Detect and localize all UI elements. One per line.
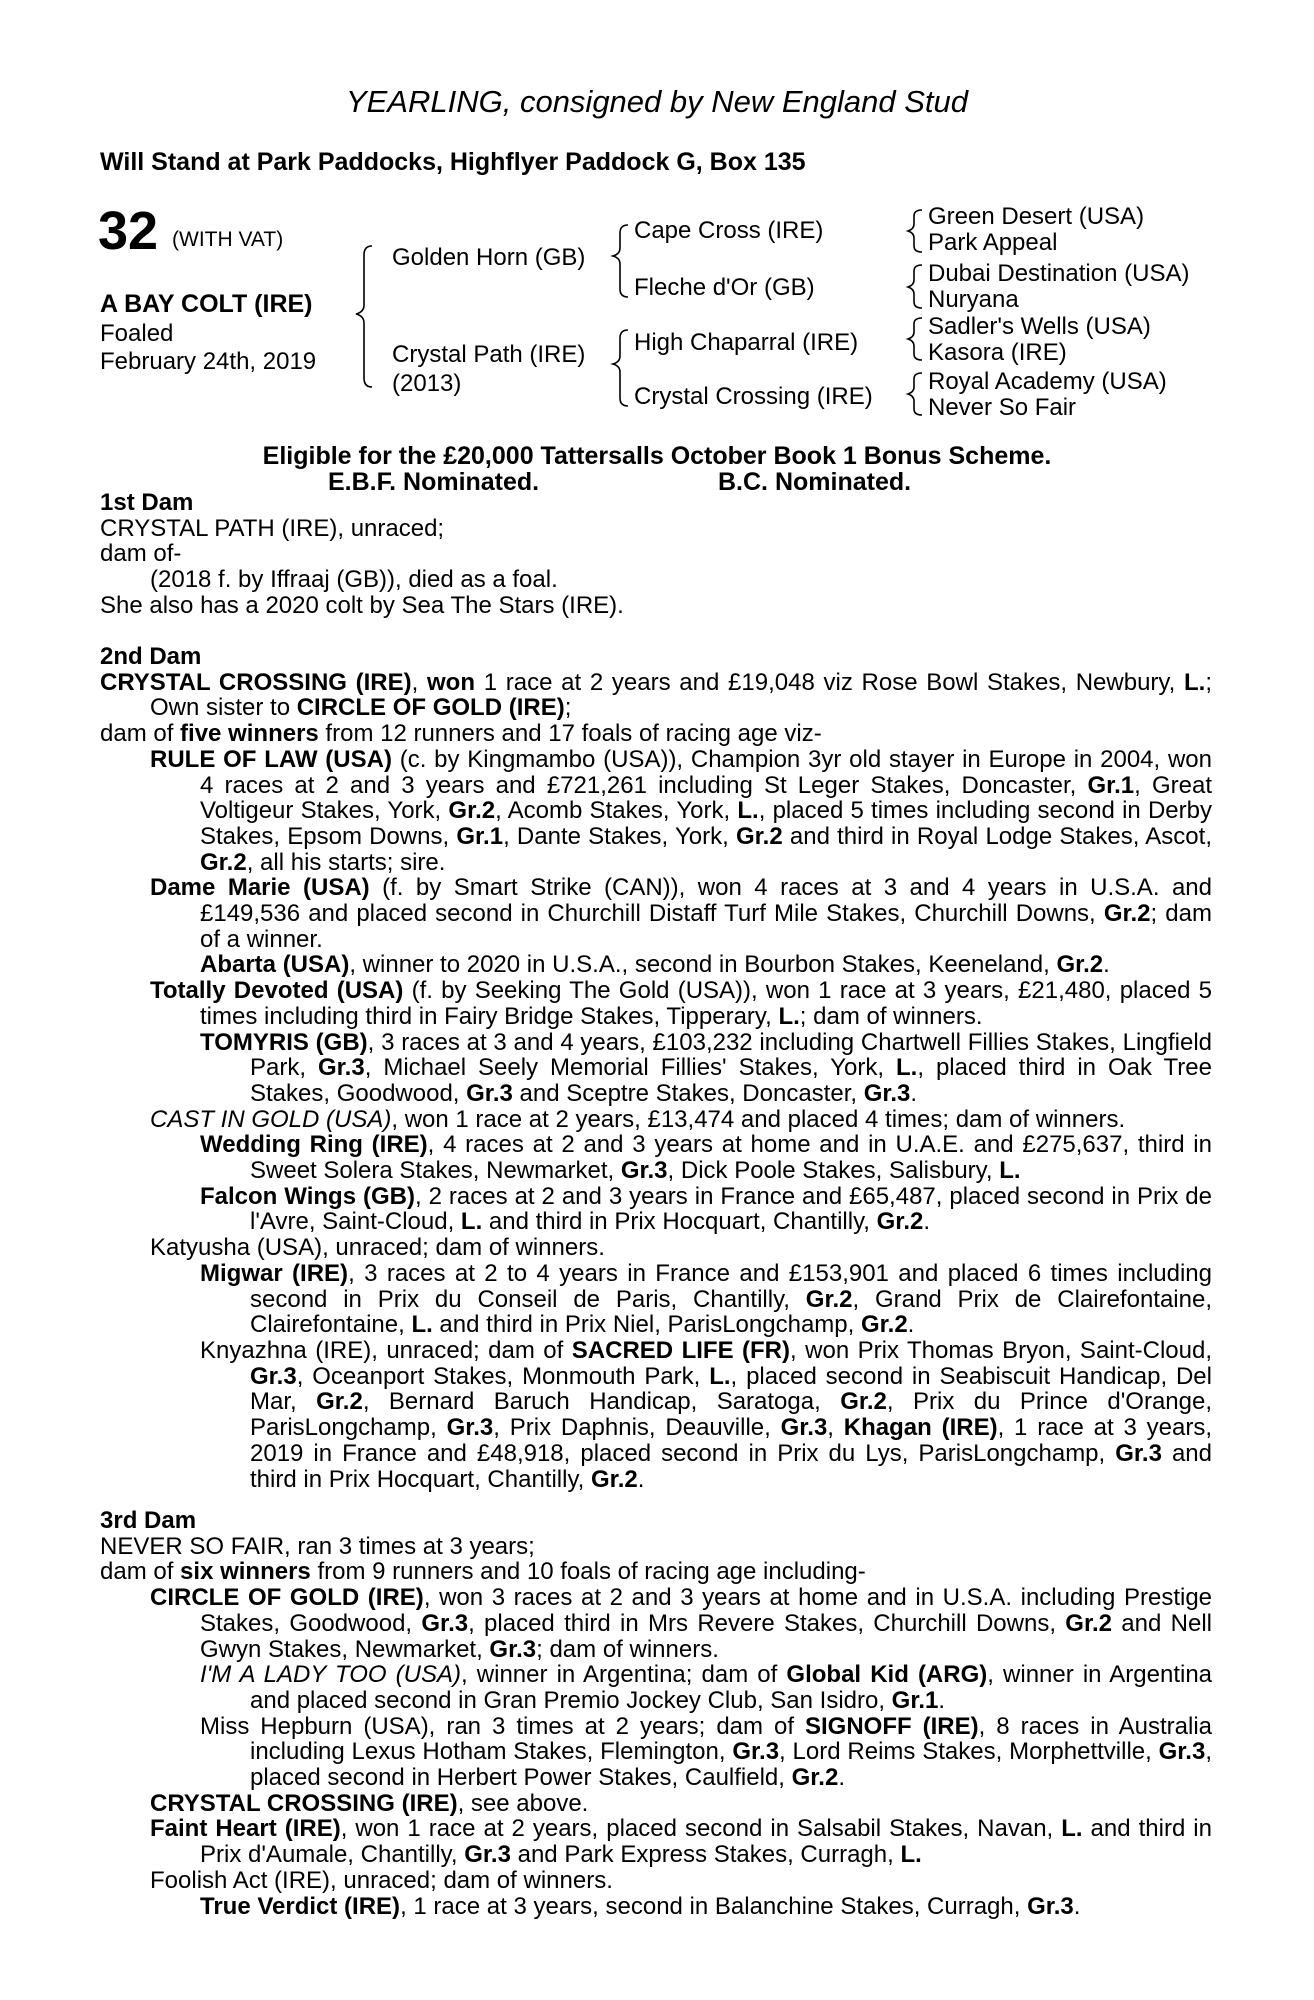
entry-text: , won 1 race at 2 years, £13,474 and placed 4 times; dam of winners. bbox=[391, 1105, 1126, 1133]
entry-text: , won 1 race at 2 years, placed second in Salsabil Stakes, Navan, bbox=[340, 1815, 1062, 1843]
entry-text: , 1 race at 3 years, second in Balanchine Stakes, Curragh, bbox=[400, 1892, 1028, 1920]
first-dam-produce: (2018 f. by Iffraaj (GB)), died as a foal. bbox=[150, 566, 558, 594]
bc-note: B.C. Nominated. bbox=[718, 468, 912, 496]
first-dam-line: She also has a 2020 colt by Sea The Stars (IRE). bbox=[100, 591, 624, 619]
grade: Gr.2 bbox=[876, 1208, 924, 1236]
entry-text: , Michael Seely Memorial Fillies' Stakes, York, bbox=[364, 1054, 896, 1082]
pedigree-dam-sire: High Chaparral (IRE) bbox=[634, 329, 859, 356]
grade: Gr.2 bbox=[316, 1388, 363, 1416]
grade: L. bbox=[709, 1362, 731, 1390]
grade: Gr.2 bbox=[791, 1764, 839, 1792]
horse-name: TOMYRIS (GB) bbox=[200, 1028, 368, 1056]
bonus-scheme-note: Eligible for the £20,000 Tattersalls October Book 1 Bonus Scheme. bbox=[262, 442, 1052, 470]
entry-text: , 3 races at 3 and 4 years, £103,232 including Chartwell Fillies Stakes, Lingfield Park, bbox=[250, 1028, 1213, 1082]
lot-description: A BAY COLT (IRE) bbox=[100, 290, 313, 318]
horse-name: I'M A LADY TOO (USA) bbox=[200, 1661, 462, 1689]
grade: Gr.2 bbox=[735, 822, 783, 850]
ebf-note: E.B.F. Nominated. bbox=[328, 468, 540, 496]
entry-text: , Great Voltigeur Stakes, York, bbox=[200, 771, 1213, 825]
entry-text: , 1 race at 3 years, 2019 in France and £48,918, placed second in Prix du Lys, ParisLongchamp, bbox=[250, 1414, 1212, 1467]
entry-text: , bbox=[827, 1414, 844, 1442]
pedigree-dam-year: (2013) bbox=[392, 370, 462, 397]
entry-text: , placed second in Seabiscuit Handicap, Del Mar, bbox=[250, 1362, 1212, 1416]
entry-text: , placed third in Oak Tree Stakes, Goodwood, bbox=[250, 1054, 1212, 1107]
entry-text: 1 race at 2 years and £19,048 viz Rose Bowl Stakes, Newbury, bbox=[475, 668, 1184, 696]
horse-name: CRYSTAL CROSSING (IRE) bbox=[100, 668, 412, 696]
vat-note: (WITH VAT) bbox=[172, 228, 284, 251]
grade: Gr.2 bbox=[860, 1311, 908, 1339]
grade: Gr.2 bbox=[1103, 900, 1151, 928]
entry-text: , Lord Reims Stakes, Morphettville, bbox=[779, 1738, 1159, 1766]
entry-text: ; dam of winners. bbox=[536, 1635, 719, 1663]
horse-name: RULE OF LAW (USA) bbox=[150, 745, 392, 773]
pedigree-dam: Crystal Path (IRE) bbox=[392, 341, 586, 368]
first-dam-section bbox=[100, 490, 1212, 619]
foaled-date: February 24th, 2019 bbox=[100, 348, 317, 375]
pedigree-g3-5: Sadler's Wells (USA) bbox=[928, 313, 1151, 340]
entry-text: and third in Prix d'Aumale, Chantilly, bbox=[200, 1815, 1212, 1869]
entry-wedding-ring bbox=[100, 1132, 1212, 1183]
entry-text: Miss Hepburn (USA), ran 3 times at 2 years; dam of bbox=[200, 1712, 805, 1740]
entry-rule-of-law bbox=[100, 747, 1212, 876]
grade: Gr.2 bbox=[448, 797, 496, 825]
pedigree-dam-dam: Crystal Crossing (IRE) bbox=[634, 383, 873, 410]
entry-text: , Acomb Stakes, York, bbox=[495, 797, 738, 825]
entry-text: , 4 races at 2 and 3 years at home and in U.A.E. and £275,637, third in Sweet Solera Stakes, Newmarket, bbox=[250, 1131, 1212, 1185]
entry-text: , 8 races in Australia including Lexus Hotham Stakes, Flemington, bbox=[250, 1712, 1213, 1766]
grade: Gr.2 bbox=[840, 1388, 887, 1416]
entry-text: . bbox=[637, 1465, 645, 1493]
entry-dame-marie bbox=[100, 875, 1212, 952]
entry-text: ; dam of a winner. bbox=[200, 900, 1212, 953]
entry-true-verdict bbox=[100, 1894, 1212, 1920]
grade: Gr.3 bbox=[318, 1054, 365, 1082]
entry-text: . bbox=[907, 1311, 915, 1339]
horse-name: Migwar (IRE) bbox=[200, 1259, 349, 1287]
grade: L. bbox=[895, 1054, 918, 1082]
grade: Gr.1 bbox=[456, 822, 504, 850]
horse-name: Faint Heart (IRE) bbox=[150, 1815, 341, 1843]
horse-name: Totally Devoted (USA) bbox=[150, 977, 404, 1005]
first-dam-heading: 1st Dam bbox=[100, 489, 194, 516]
grade: Gr.2 bbox=[1056, 951, 1104, 979]
pedigree-sire-sire: Cape Cross (IRE) bbox=[634, 217, 824, 244]
entry-text: from 9 runners and 10 foals of racing age including- bbox=[310, 1558, 866, 1586]
entry-text: , winner to 2020 in U.S.A., second in Bourbon Stakes, Keeneland, bbox=[349, 951, 1057, 979]
grade: Gr.3 bbox=[620, 1157, 668, 1185]
horse-name: CIRCLE OF GOLD (IRE) bbox=[296, 694, 565, 722]
horse-name: Khagan (IRE) bbox=[843, 1414, 998, 1442]
entry-im-a-lady-too bbox=[100, 1662, 1212, 1713]
horse-name: CRYSTAL CROSSING (IRE) bbox=[150, 1789, 458, 1817]
grade: Gr.3 bbox=[732, 1738, 780, 1766]
entry-text: and Park Express Stakes, Curragh, bbox=[510, 1841, 901, 1869]
grade: L. bbox=[778, 1002, 800, 1030]
entry-text: , Prix Daphnis, Deauville, bbox=[493, 1414, 781, 1442]
entry-text: , Bernard Baruch Handicap, Saratoga, bbox=[362, 1388, 841, 1416]
entry-text: , 3 races at 2 to 4 years in France and £153,901 and placed 6 times including second in Prix du Conseil de Paris, Chantilly, bbox=[250, 1259, 1213, 1313]
first-dam-line: dam of- bbox=[100, 540, 182, 568]
grade: Gr.1 bbox=[891, 1686, 939, 1714]
entry-katyusha: Katyusha (USA), unraced; dam of winners. bbox=[150, 1234, 605, 1262]
entry-text: (c. by Kingmambo (USA)), Champion 3yr old stayer in Europe in 2004, won 4 races at 2 and 3 years and £721,261 including St Leger Stakes, Doncaster, bbox=[200, 745, 1212, 799]
entry-text: , won Prix Thomas Bryon, Saint-Cloud, bbox=[790, 1336, 1213, 1364]
entry-text: . bbox=[938, 1686, 946, 1714]
second-dam-heading: 2nd Dam bbox=[100, 643, 202, 670]
entry-text: . bbox=[910, 1079, 918, 1107]
winners-count: six winners bbox=[180, 1558, 311, 1586]
pedigree-g3-3: Dubai Destination (USA) bbox=[928, 260, 1190, 287]
entry-totally-devoted bbox=[100, 978, 1212, 1029]
second-dam-section bbox=[100, 644, 1212, 1492]
entry-text: , Grand Prix de Clairefontaine, Clairefontaine, bbox=[250, 1285, 1212, 1339]
entry-text: ; bbox=[564, 694, 572, 722]
entry-text: and third in Prix Hocquart, Chantilly, bbox=[482, 1208, 877, 1236]
entry-miss-hepburn bbox=[100, 1714, 1212, 1791]
entry-text: and third in Royal Lodge Stakes, Ascot, bbox=[782, 822, 1212, 850]
stand-location: Will Stand at Park Paddocks, Highflyer Paddock G, Box 135 bbox=[100, 148, 806, 176]
grade: L. bbox=[999, 1157, 1021, 1185]
entry-text: and third in Prix Niel, ParisLongchamp, bbox=[432, 1311, 861, 1339]
entry-text: , Dick Poole Stakes, Salisbury, bbox=[667, 1157, 1000, 1185]
entry-text: ; dam of winners. bbox=[799, 1002, 983, 1030]
entry-text: , placed second in Herbert Power Stakes, Caulfield, bbox=[250, 1738, 1212, 1792]
entry-abarta bbox=[100, 952, 1212, 978]
grade: Gr.3 bbox=[250, 1362, 297, 1390]
pedigree-g3-2: Park Appeal bbox=[928, 229, 1058, 256]
entry-text: and Nell Gwyn Stakes, Newmarket, bbox=[200, 1609, 1212, 1663]
horse-name: CIRCLE OF GOLD (IRE) bbox=[150, 1584, 424, 1612]
entry-migwar bbox=[100, 1261, 1212, 1338]
horse-name: Abarta (USA) bbox=[200, 951, 350, 979]
pedigree-g3-1: Green Desert (USA) bbox=[928, 203, 1145, 230]
entry-text: , placed third in Mrs Revere Stakes, Churchill Downs, bbox=[468, 1609, 1066, 1637]
pedigree-g3-6: Kasora (IRE) bbox=[928, 339, 1067, 366]
grade: Gr.3 bbox=[1027, 1892, 1074, 1920]
won-label: won bbox=[427, 668, 476, 696]
entry-text: dam of bbox=[100, 1558, 181, 1586]
dam-of-line bbox=[100, 721, 1212, 747]
grade: Gr.3 bbox=[1158, 1738, 1206, 1766]
grade: L. bbox=[1061, 1815, 1083, 1843]
entry-text: (f. by Smart Strike (CAN)), won 4 races at 3 and 4 years in U.S.A. and £149,536 and placed second in Churchill Distaff Turf Mile Stakes, Churchill Downs, bbox=[200, 874, 1212, 928]
entry-text: . bbox=[923, 1208, 931, 1236]
pedigree-sire: Golden Horn (GB) bbox=[392, 244, 586, 271]
grade: Gr.2 bbox=[805, 1285, 853, 1313]
entry-text: , Prix du Prince d'Orange, ParisLongchamp, bbox=[250, 1388, 1212, 1442]
entry-text: , Dante Stakes, York, bbox=[503, 822, 736, 850]
entry-text: , won 3 races at 2 and 3 years at home and in U.S.A. including Prestige Stakes, Goodwood, bbox=[200, 1584, 1213, 1637]
entry-tomyris bbox=[100, 1030, 1212, 1107]
grade: L. bbox=[900, 1841, 922, 1869]
entry-crystal-crossing: CRYSTAL CROSSING (IRE), won 1 race at 2 years and £19,048 viz Rose Bowl Stakes, Newbury, L.; Own sister to CIRCLE OF GOLD (IRE); bbox=[100, 668, 1212, 722]
horse-name: Falcon Wings (GB) bbox=[200, 1182, 416, 1210]
entry-text: , see above. bbox=[457, 1789, 589, 1817]
pedigree-sire-dam: Fleche d'Or (GB) bbox=[634, 274, 815, 301]
grade: Gr.3 bbox=[446, 1414, 494, 1442]
grade: Gr.1 bbox=[1087, 771, 1135, 799]
entry-text: dam of bbox=[100, 720, 181, 748]
entry-text: ; Own sister to bbox=[150, 668, 1212, 722]
grade: Gr.2 bbox=[591, 1465, 638, 1493]
grade: Gr.3 bbox=[1115, 1439, 1162, 1467]
entry-text: (f. by Seeking The Gold (USA)), won 1 race at 3 years, £21,480, placed 5 times including third in Fairy Bridge Stakes, Tipperary, bbox=[200, 977, 1212, 1030]
grade: Gr.3 bbox=[489, 1635, 537, 1663]
first-dam-line: CRYSTAL PATH (IRE), unraced; bbox=[100, 514, 445, 542]
lot-number: 32 bbox=[98, 201, 159, 261]
entry-knyazhna bbox=[100, 1338, 1212, 1492]
grade: Gr.3 bbox=[863, 1079, 911, 1107]
grade: L. bbox=[411, 1311, 433, 1339]
grade: Gr.3 bbox=[780, 1414, 828, 1442]
entry-text: , Oceanport Stakes, Monmouth Park, bbox=[296, 1362, 710, 1390]
entry-text: , 2 races at 2 and 3 years in France and £65,487, placed second in Prix de l'Avre, Saint-Cloud, bbox=[250, 1182, 1212, 1236]
horse-name: True Verdict (IRE) bbox=[200, 1892, 401, 1920]
entry-text: , winner in Argentina and placed second in Gran Premio Jockey Club, San Isidro, bbox=[250, 1661, 1213, 1714]
horse-name: CAST IN GOLD (USA) bbox=[150, 1105, 392, 1133]
entry-text: . bbox=[838, 1764, 845, 1792]
grade: Gr.3 bbox=[466, 1079, 513, 1107]
grade: Gr.3 bbox=[421, 1609, 469, 1637]
grade: Gr.2 bbox=[200, 848, 247, 876]
grade: L. bbox=[460, 1208, 483, 1236]
pedigree-g3-7: Royal Academy (USA) bbox=[928, 368, 1167, 395]
horse-name: Dame Marie (USA) bbox=[150, 874, 370, 902]
catalogue-heading: YEARLING, consigned by New England Stud bbox=[345, 84, 969, 119]
entry-faint-heart bbox=[100, 1816, 1212, 1867]
entry-falcon-wings bbox=[100, 1184, 1212, 1235]
entry-text: , winner in Argentina; dam of bbox=[461, 1661, 787, 1689]
horse-name: SIGNOFF (IRE) bbox=[805, 1712, 979, 1740]
third-dam-line: NEVER SO FAIR, ran 3 times at 3 years; bbox=[100, 1532, 535, 1560]
dam-of-line bbox=[100, 1559, 1212, 1585]
winners-count: five winners bbox=[180, 720, 319, 748]
entry-text: , placed 5 times including second in Derby Stakes, Epsom Downs, bbox=[200, 797, 1212, 850]
pedigree-g3-8: Never So Fair bbox=[928, 394, 1077, 421]
grade: Gr.3 bbox=[464, 1841, 511, 1869]
entry-foolish-act: Foolish Act (IRE), unraced; dam of winners. bbox=[150, 1866, 613, 1894]
pedigree-g3-4: Nuryana bbox=[928, 286, 1019, 313]
entry-text: , all his starts; sire. bbox=[246, 848, 446, 876]
entry-text: Knyazhna (IRE), unraced; dam of bbox=[200, 1336, 572, 1364]
horse-name: Wedding Ring (IRE) bbox=[200, 1131, 428, 1159]
grade: L. bbox=[1184, 668, 1206, 696]
entry-text: from 12 runners and 17 foals of racing age viz- bbox=[318, 720, 822, 748]
entry-text: and third in Prix Hocquart, Chantilly, bbox=[250, 1439, 1213, 1493]
entry-crystal-crossing-ref bbox=[100, 1791, 1212, 1817]
horse-name: Global Kid (ARG) bbox=[786, 1661, 988, 1689]
entry-text: . bbox=[1103, 951, 1110, 979]
third-dam-section bbox=[100, 1508, 1212, 1919]
entry-circle-of-gold bbox=[100, 1585, 1212, 1662]
grade: Gr.2 bbox=[1065, 1609, 1112, 1637]
entry-text: and Sceptre Stakes, Doncaster, bbox=[512, 1079, 864, 1107]
foaled-label: Foaled bbox=[100, 320, 174, 347]
entry-cast-in-gold bbox=[100, 1107, 1212, 1133]
horse-name: SACRED LIFE (FR) bbox=[571, 1336, 791, 1364]
grade: L. bbox=[737, 797, 759, 825]
entry-text: . bbox=[1073, 1892, 1081, 1920]
third-dam-heading: 3rd Dam bbox=[100, 1507, 197, 1534]
